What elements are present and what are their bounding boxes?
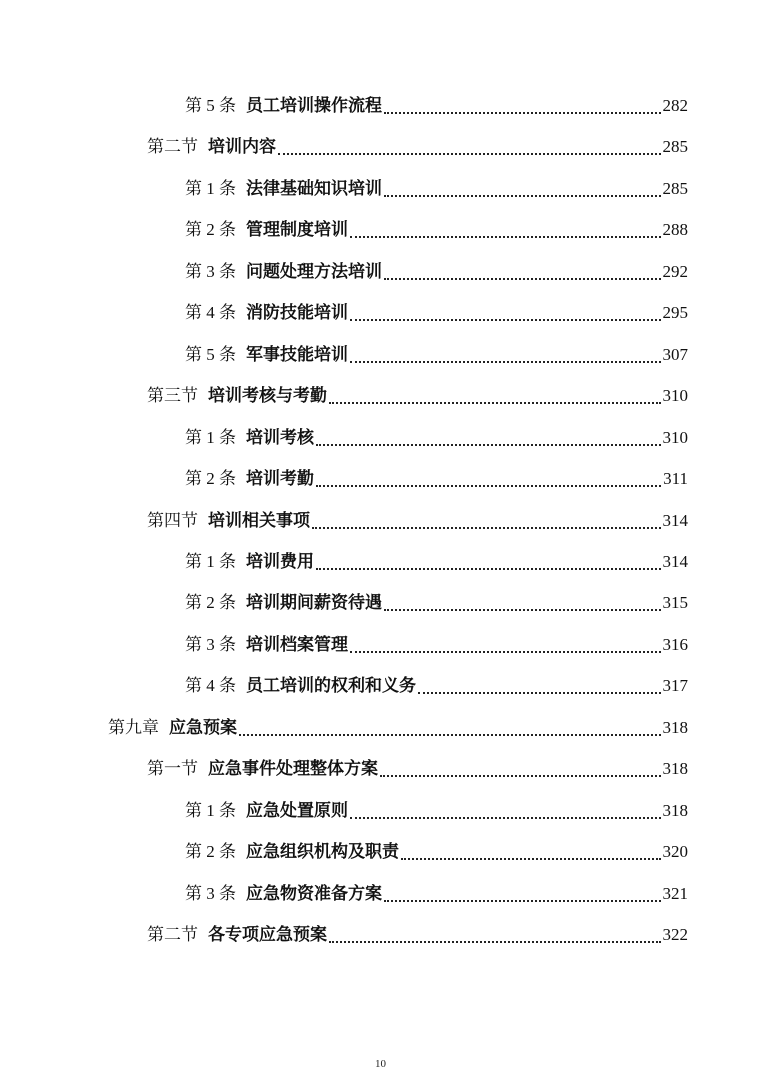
dot-leader [350, 361, 661, 363]
dot-leader [384, 609, 661, 611]
toc-entry-page: 288 [662, 220, 688, 240]
toc-entry-number: 第 5 条 [185, 96, 236, 115]
dot-leader [384, 278, 661, 280]
toc-entry-page: 318 [662, 800, 688, 820]
toc-entry-page: 321 [662, 883, 688, 903]
toc-entry-number: 第一节 [147, 759, 198, 779]
toc-entry-page: 318 [662, 759, 688, 779]
toc-entry-number: 第 2 条 [185, 469, 236, 489]
toc-entry[interactable] [147, 922, 688, 948]
dot-leader [329, 402, 661, 404]
dot-leader [384, 195, 661, 197]
toc-entry-page: 310 [662, 427, 688, 447]
dot-leader [401, 858, 661, 860]
toc-entry[interactable] [185, 259, 688, 285]
dot-leader [384, 112, 661, 114]
dot-leader [278, 153, 661, 155]
toc-entry-number: 第三节 [147, 386, 198, 406]
toc-entry[interactable] [185, 549, 688, 575]
toc-entry[interactable] [147, 756, 688, 782]
toc-entry[interactable] [185, 839, 688, 865]
toc-entry-number: 第二节 [147, 137, 198, 157]
toc-entry-title: 培训档案管理 [246, 634, 348, 654]
dot-leader [329, 941, 661, 943]
toc-entry[interactable] [185, 590, 688, 616]
toc-entry-number: 第 3 条 [185, 261, 236, 281]
toc-entry-page: 285 [662, 178, 688, 198]
toc-entry-title: 应急事件处理整体方案 [208, 759, 378, 779]
toc-entry[interactable] [185, 632, 688, 658]
dot-leader [239, 734, 661, 736]
toc-entry-title: 员工培训操作流程 [246, 96, 382, 115]
toc-entry[interactable] [185, 93, 688, 119]
toc-entry-title: 军事技能培训 [246, 344, 348, 364]
toc-entry[interactable] [147, 134, 688, 160]
toc-entry[interactable] [185, 425, 688, 451]
toc-entry-page: 292 [662, 261, 688, 281]
toc-entry-number: 第 4 条 [185, 676, 236, 696]
toc-entry-page: 315 [662, 593, 688, 613]
toc-entry-page: 314 [662, 510, 688, 530]
toc-entry-number: 第 3 条 [185, 883, 236, 903]
toc-entry-page: 316 [662, 634, 688, 654]
toc-entry-title: 培训期间薪资待遇 [246, 593, 382, 613]
page-number: 10 [375, 1058, 386, 1070]
toc-entry-number: 第 3 条 [185, 634, 236, 654]
toc-entry-page: 310 [662, 386, 688, 406]
toc-entry-number: 第 2 条 [185, 593, 236, 613]
dot-leader [316, 568, 661, 570]
dot-leader [380, 775, 661, 777]
toc-entry-title: 培训相关事项 [208, 510, 310, 530]
toc-entry-page: 307 [662, 344, 688, 364]
toc-entry[interactable] [185, 300, 688, 326]
toc-entry-page: 295 [662, 303, 688, 323]
toc-entry-title: 应急预案 [169, 717, 237, 737]
dot-leader [350, 236, 661, 238]
toc-entry-title: 管理制度培训 [246, 220, 348, 240]
dot-leader [350, 319, 661, 321]
toc-entry-title: 应急组织机构及职责 [246, 842, 399, 862]
toc-entry-page: 322 [662, 925, 688, 944]
toc-entry-number: 第 4 条 [185, 303, 236, 323]
dot-leader [312, 527, 661, 529]
toc-entry[interactable] [185, 798, 688, 824]
toc-entry-page: 320 [662, 842, 688, 862]
toc-entry[interactable] [108, 715, 688, 741]
toc-entry[interactable] [185, 342, 688, 368]
toc-entry-page: 311 [663, 469, 688, 489]
toc-entry-title: 应急处置原则 [246, 800, 348, 820]
dot-leader [350, 651, 661, 653]
toc-entry-title: 培训费用 [246, 551, 314, 571]
toc-entry-title: 法律基础知识培训 [246, 178, 382, 198]
toc-entry[interactable] [185, 176, 688, 202]
toc-entry-page: 317 [662, 676, 688, 696]
toc-entry-number: 第 1 条 [185, 178, 236, 198]
toc-entry[interactable] [185, 881, 688, 907]
toc-entry-number: 第九章 [108, 717, 159, 737]
toc-entry-page: 318 [662, 717, 688, 737]
toc-entry[interactable] [185, 217, 688, 243]
toc-entry-number: 第 2 条 [185, 842, 236, 862]
toc-entry-title: 消防技能培训 [246, 303, 348, 323]
toc-entry-title: 员工培训的权利和义务 [246, 676, 416, 696]
toc-entry-number: 第 1 条 [185, 800, 236, 820]
toc-entry-title: 培训考核与考勤 [208, 386, 327, 406]
toc-entry-number: 第四节 [147, 510, 198, 530]
toc-entry-number: 第二节 [147, 925, 198, 944]
toc-entry-title: 培训内容 [208, 137, 276, 157]
toc-entry-title: 培训考核 [246, 427, 314, 447]
toc-entry-number: 第 1 条 [185, 427, 236, 447]
toc-entry-title: 各专项应急预案 [208, 925, 327, 944]
dot-leader [316, 444, 661, 446]
toc-entry-number: 第 2 条 [185, 220, 236, 240]
toc-entry-number: 第 5 条 [185, 344, 236, 364]
toc-entry[interactable] [147, 383, 688, 409]
dot-leader [384, 900, 661, 902]
toc-entry-title: 问题处理方法培训 [246, 261, 382, 281]
dot-leader [418, 692, 661, 694]
toc-entry-number: 第 1 条 [185, 551, 236, 571]
toc-entry-title: 培训考勤 [246, 469, 314, 489]
toc-entry-page: 314 [662, 551, 688, 571]
dot-leader [350, 817, 661, 819]
toc-entry[interactable] [147, 508, 688, 534]
toc-entry-page: 282 [662, 96, 688, 115]
toc-entry-page: 285 [662, 137, 688, 157]
toc-entry[interactable] [185, 673, 688, 699]
dot-leader [316, 485, 661, 487]
toc-entry[interactable] [185, 466, 688, 492]
toc-entry-title: 应急物资准备方案 [246, 883, 382, 903]
